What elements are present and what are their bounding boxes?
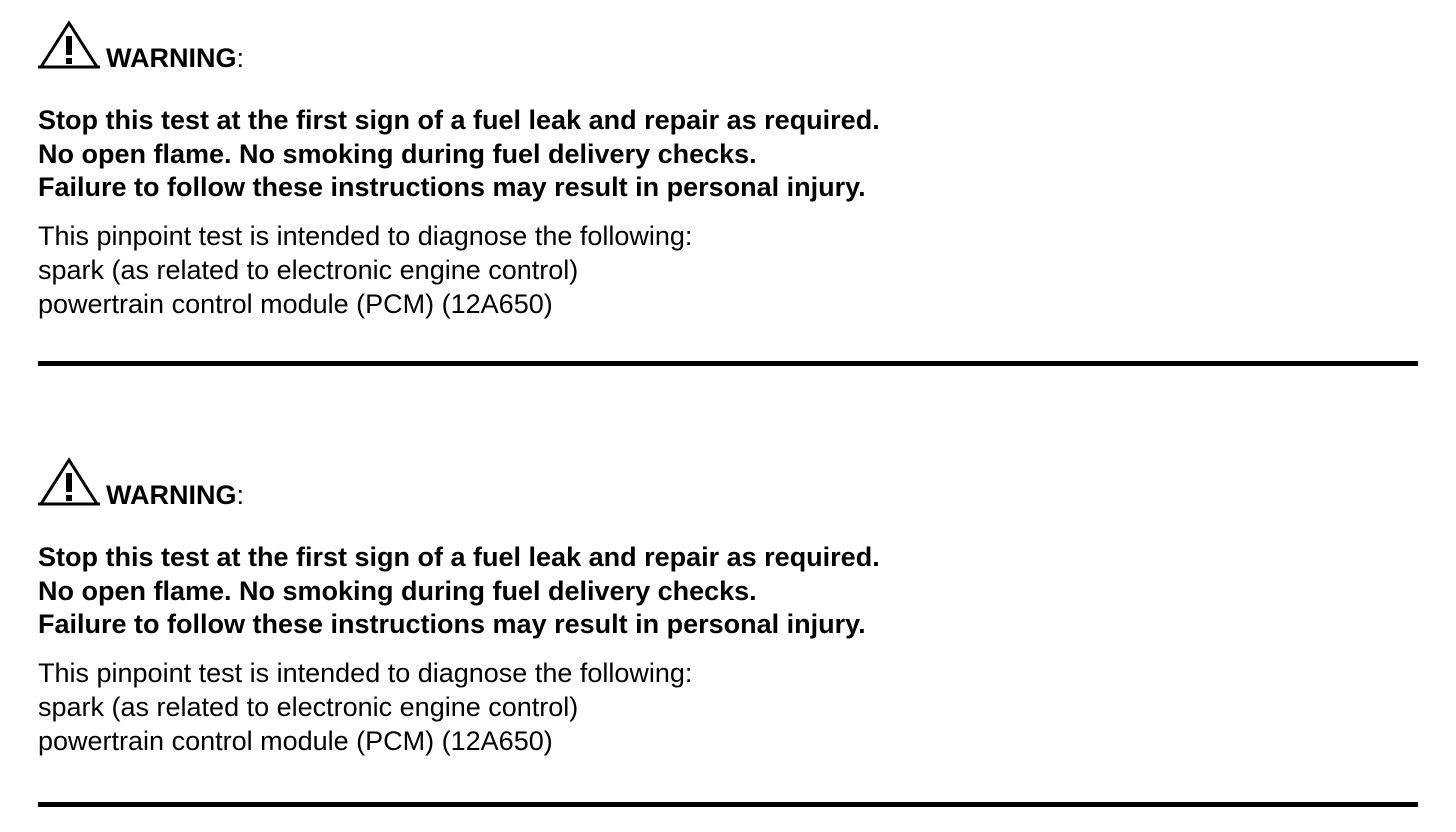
warning-triangle-icon [38,457,100,509]
test-description [38,656,1418,758]
test-description [38,219,1418,321]
description-line: This pinpoint test is intended to diagnose the following: [38,657,693,688]
description-line: powertrain control module (PCM) (12A650) [38,288,553,319]
warning-header [38,451,1418,509]
warning-bold-text [38,104,1418,205]
description-line: spark (as related to electronic engine control) [38,691,579,722]
warning-label: WARNING: [106,43,245,73]
description-line: powertrain control module (PCM) (12A650) [38,725,553,756]
section-divider [38,802,1418,807]
warning-label: WARNING: [106,480,245,510]
section-divider [38,361,1418,366]
warning-section-1 [38,14,1418,321]
warning-bold-text [38,541,1418,642]
description-line: This pinpoint test is intended to diagnose the following: [38,220,693,251]
description-line: spark (as related to electronic engine control) [38,254,579,285]
warning-line: No open flame. No smoking during fuel delivery checks. [38,138,757,169]
warning-line: No open flame. No smoking during fuel delivery checks. [38,575,757,606]
warning-triangle-icon [38,20,100,72]
warning-section-2 [38,451,1418,758]
warning-line: Failure to follow these instructions may result in personal injury. [38,609,866,639]
warning-line: Failure to follow these instructions may result in personal injury. [38,172,866,202]
warning-header [38,14,1418,72]
warning-line: Stop this test at the first sign of a fuel leak and repair as required. [38,542,880,572]
warning-line: Stop this test at the first sign of a fuel leak and repair as required. [38,105,880,135]
